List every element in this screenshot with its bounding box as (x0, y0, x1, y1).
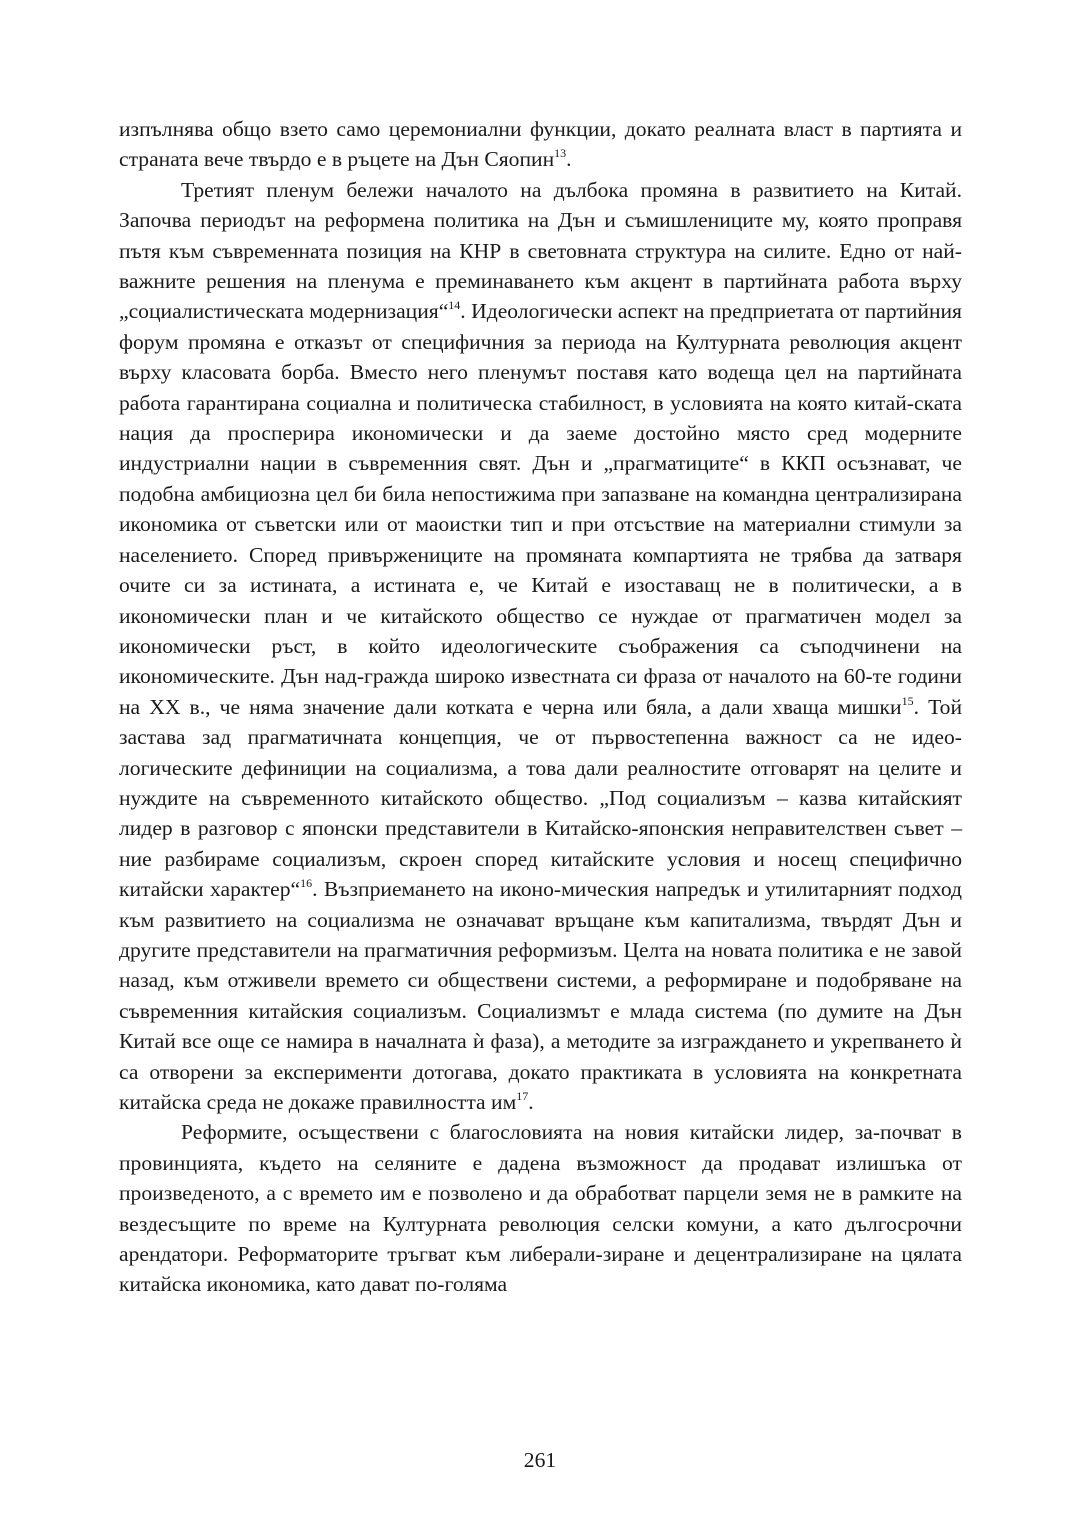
footnote-ref-16: 16 (300, 875, 313, 890)
footnote-ref-17: 17 (516, 1088, 529, 1103)
footnote-ref-15: 15 (901, 693, 914, 708)
footnote-ref-14: 14 (448, 298, 461, 313)
paragraph-3: Реформите, осъществени с благословията на новия китайски лидер, за-почват в провинцията, където на селяните е дадена възможност да продават излишъка от произведеното, а с времето им е позволено и да обработват парцели земя не в рамките на вездесъщите по време на Културната революция селски комуни, а като дългосрочни арендатори. Реформаторите тръгват към либерали-зиране и децентрализиране на цялата китайска икономика, като дават по-голяма (119, 1120, 962, 1297)
page-number: 261 (523, 1448, 557, 1472)
body-text (119, 114, 962, 1300)
paragraph-1: изпълнява общо взето само церемониални функции, докато реалната власт в партията и страната вече твърдо е в ръцете на Дън Сяопин$^{13}$. (119, 117, 962, 172)
paragraph-2: Третият пленум бележи началото на дълбока промяна в развитието на Китай. Започва периодът на реформена политика на Дън и съмишлениците му, която проправя пътя към съвременната позиция на КНР в световната структура на силите. Едно от най-важните решения на пленума е преминаването към акцент в партийната работа върху „социалистическата модернизация“$^{14}$. Идеологически аспект на предприетата от партийния форум промяна е отказът от специфичния за периода на Културната революция акцент върху класовата борба. Вместо него пленумът поставя като водеща цел на партийната работа гарантирана социална и политическа стабилност, в условията на която китай-ската нация да просперира икономически и да заеме достойно място сред модерните индустриални нации в съвременния свят. Дън и „прагматиците“ в ККП осъзнават, че подобна амбициозна цел би била непостижима при запазване на командна централизирана икономика от съветски или от маоистки тип и при отсъствие на материални стимули за населението. Според привържениците на промяната компартията не трябва да затваря очите си за истината, а истината е, че Китай е изоставащ не в политически, а в икономически план и че китайското общество се нуждае от прагматичен модел за икономически ръст, в който идеологическите съображения са съподчинени на икономическите. Дън над-гражда широко известната си фраза от началото на 60-те години на XX в., че няма значение дали котката е черна или бяла, а дали хваща мишки$^{15}$. Той застава зад прагматичната концепция, че от първостепенна важност са не идео-логическите дефиниции на социализма, а това дали реалностите отговарят на целите и нуждите на съвременното китайското общество. „Под социализъм – казва китайският лидер в разговор с японски представители в Китайско-японския неправителствен съвет – ние разбираме социализъм, скроен според китайските условия и носещ специфично китайски характер“$^{16}$. Възприемането на иконо-мическия напредък и утилитарният подход към развитието на социализма не означават връщане към капитализма, твърдят Дън и другите представители на прагматичния реформизъм. Целта на новата политика е не завой назад, към отживели времето си обществени системи, а реформиране и подобряване на съвременния китайския социализъм. Социализмът е млада система (по думите на Дън Китай все още се намира в началната ѝ фаза), а методите за изграждането и укрепването ѝ са отворени за експерименти дотогава, докато практиката в условията на конкретната китайска среда не докаже правилността $им^{17}$. (119, 177, 962, 1114)
footnote-ref-13: 13 (554, 146, 567, 161)
